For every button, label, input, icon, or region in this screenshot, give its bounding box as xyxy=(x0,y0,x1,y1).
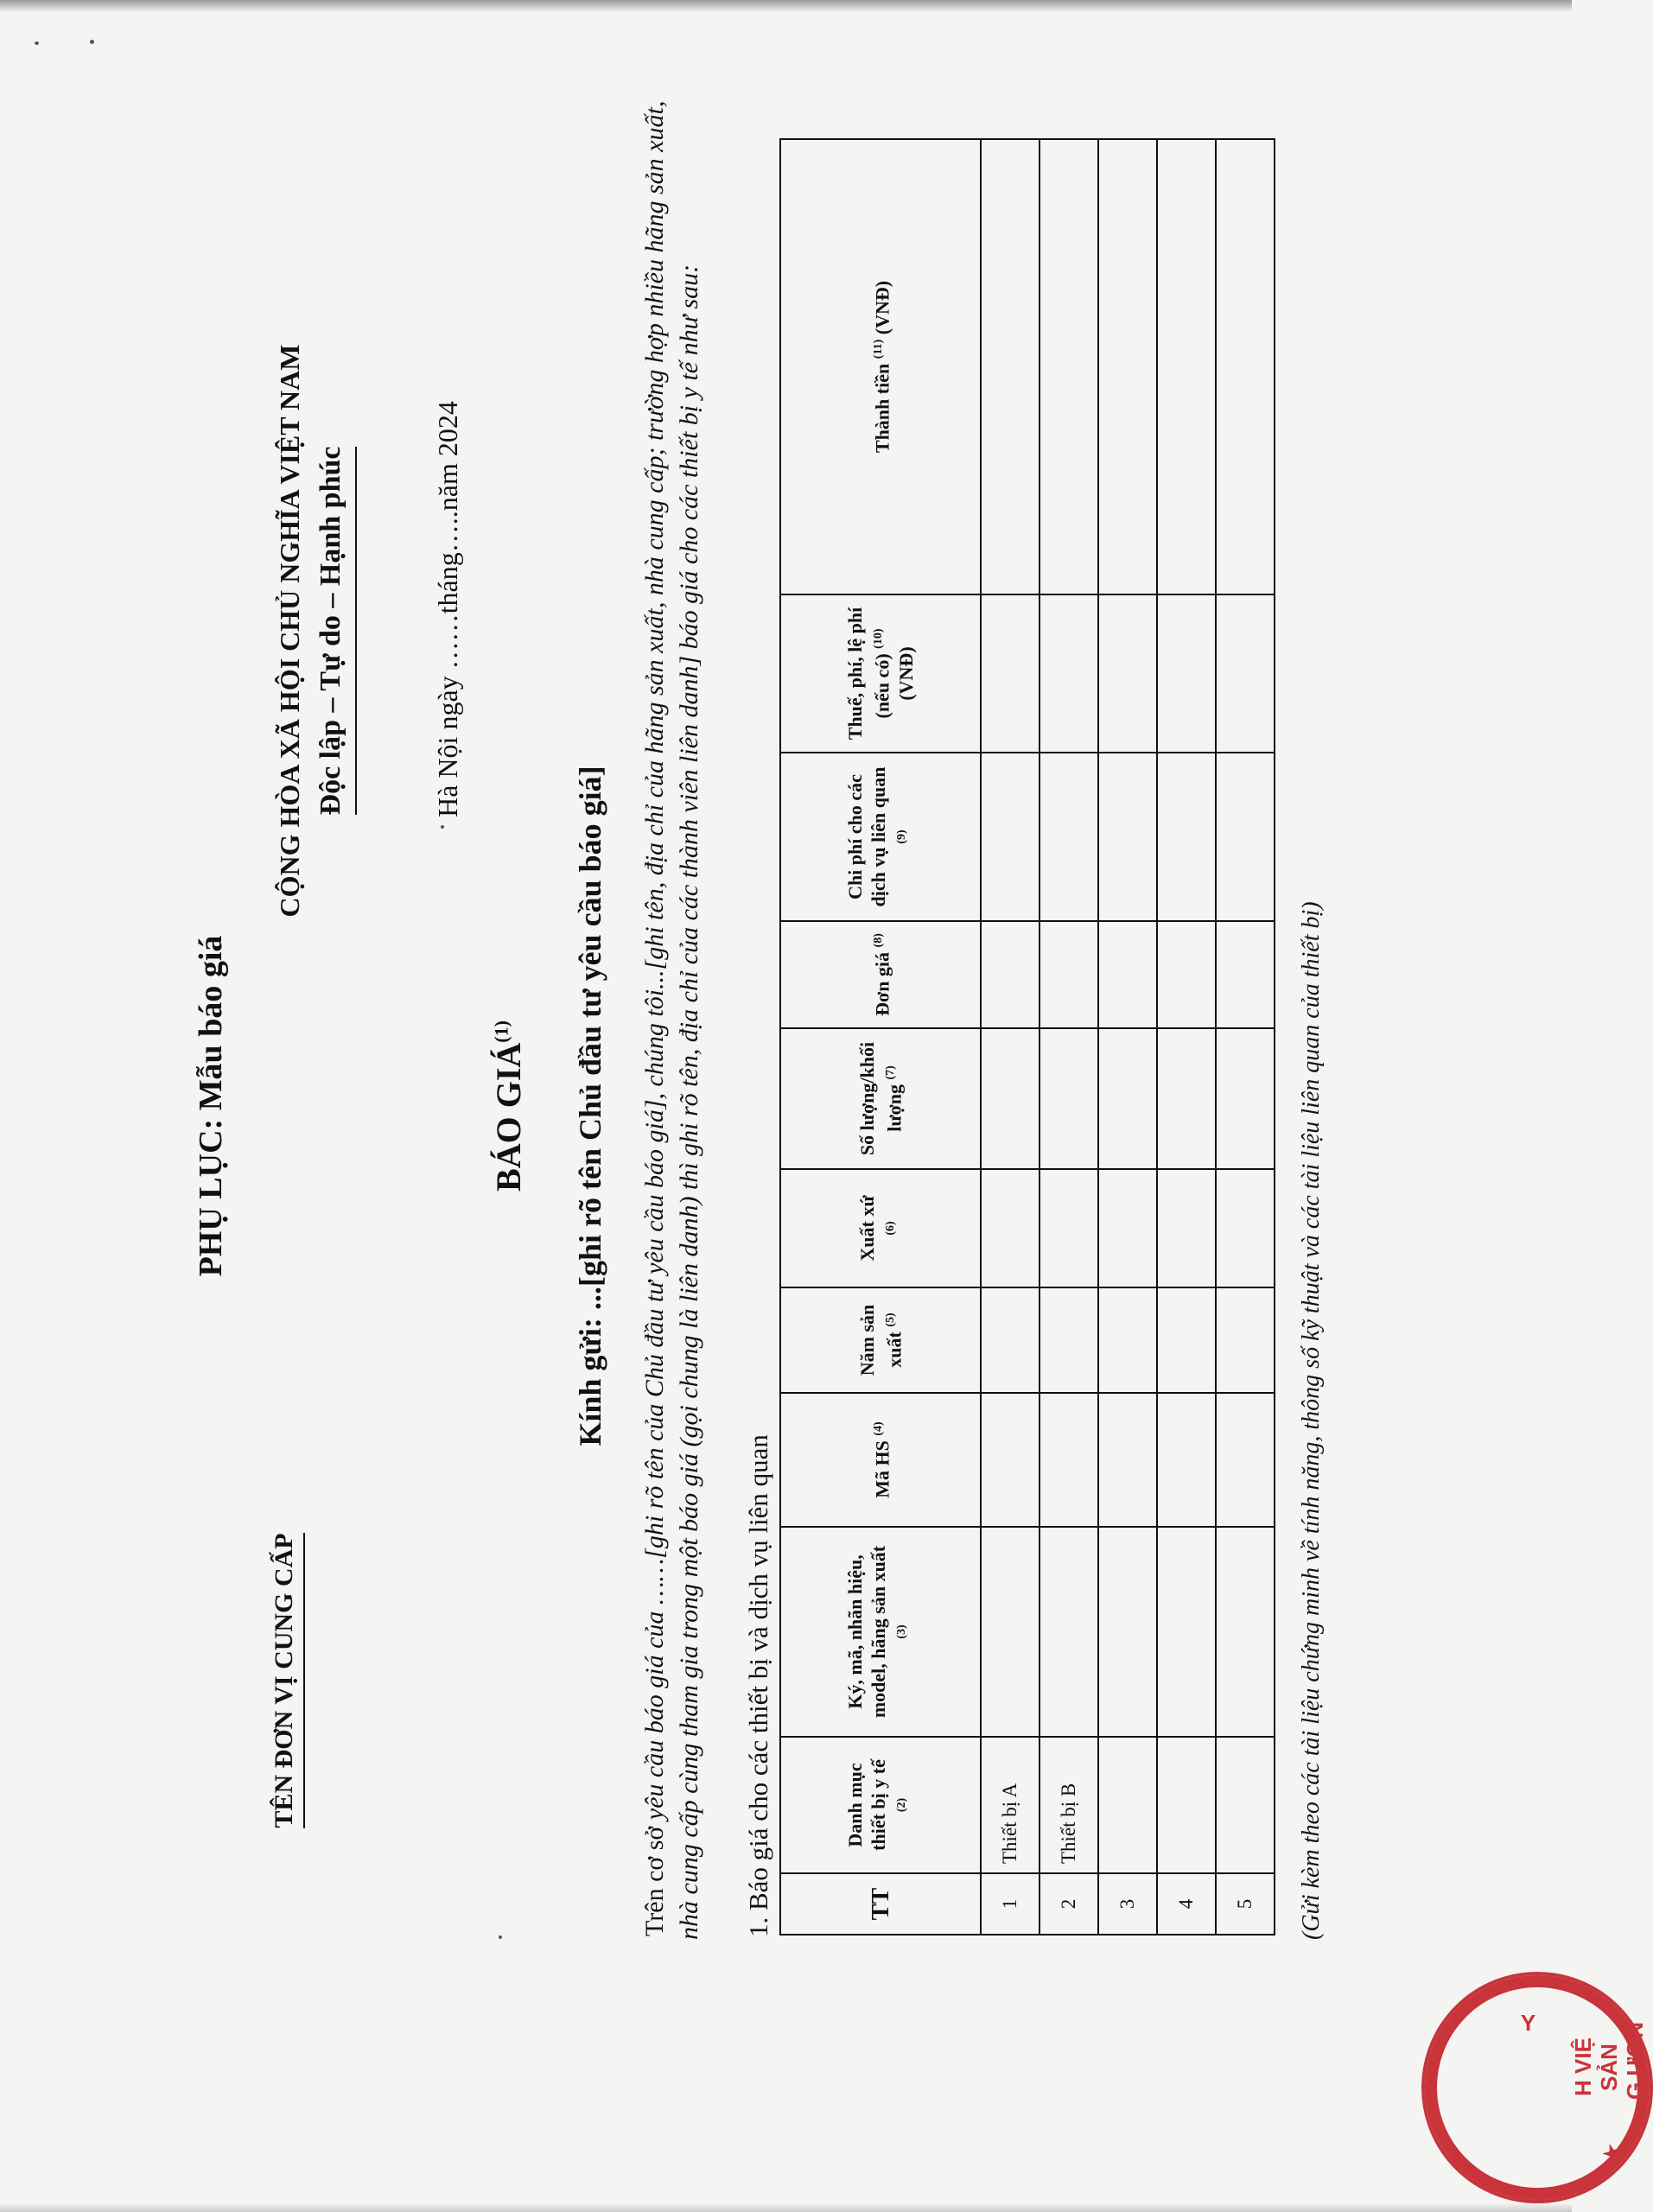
supplier-label-text: TÊN ĐƠN VỊ CUNG CẤP xyxy=(270,1533,305,1827)
stamp-text-4: G ƯƠN xyxy=(1622,2022,1648,2100)
stamp-seal xyxy=(1421,1972,1653,2203)
header-hs-code: Mã HS $^{(4)}$ xyxy=(780,1393,981,1527)
intro-plain: Trên cơ sở xyxy=(640,1820,669,1936)
row-number: 5 xyxy=(1216,1873,1275,1935)
header-unit-price: Đơn giá $^{(8)}$ xyxy=(780,921,981,1028)
scan-speck xyxy=(499,1936,502,1939)
star-icon: ★ xyxy=(1599,2142,1627,2165)
scan-speck xyxy=(35,41,39,45)
doc-title-note: (1) xyxy=(490,1020,512,1043)
row-item xyxy=(1098,1737,1157,1873)
annex-title: PHỤ LỤC: Mẫu báo giá xyxy=(193,935,229,1277)
header-origin: Xuất xứ $^{(6)}$ xyxy=(780,1169,981,1287)
header-service-cost: Chi phí cho các dịch vụ liên quan $^{(9)}$ xyxy=(780,753,981,921)
table-row xyxy=(1098,139,1157,1935)
section-heading: 1. Báo giá cho các thiết bị và dịch vụ liên quan xyxy=(743,1434,773,1937)
doc-title xyxy=(488,0,529,2212)
stamp-text-2: H VIỆ xyxy=(1570,2037,1596,2096)
row-number: 4 xyxy=(1157,1873,1216,1935)
doc-title-text: BÁO GIÁ xyxy=(489,1042,528,1192)
scan-speck xyxy=(441,825,444,829)
header-quantity: Số lượng/khối lượng $^{(7)}$ xyxy=(780,1028,981,1169)
row-number: 3 xyxy=(1098,1873,1157,1935)
motto-text: Độc lập – Tự do – Hạnh phúc xyxy=(315,447,357,816)
footnote: (Gửi kèm theo các tài liệu chứng minh về tính năng, thông số kỹ thuật và các tài liệu liên quan của thiết bị) xyxy=(1298,901,1325,1940)
national-title: CỘNG HÒA XÃ HỘI CHỦ NGHĨA VIỆT NAM xyxy=(274,344,305,918)
stamp-text-1: Y xyxy=(1520,2009,1536,2036)
row-item: Thiết bị A xyxy=(981,1737,1039,1873)
scan-edge-bottom xyxy=(0,2203,1572,2212)
date-line: Hà Nội ngày ……tháng…..năm 2024 xyxy=(432,401,463,817)
table-header-row xyxy=(780,139,981,1935)
table-row xyxy=(1039,139,1098,1935)
header-year: Năm sản xuất $^{(5)}$ xyxy=(780,1287,981,1393)
row-number: 1 xyxy=(981,1873,1039,1935)
header-item: Danh mục thiết bị y tế $^{(2)}$ xyxy=(780,1737,981,1873)
row-item xyxy=(1216,1737,1275,1873)
motto xyxy=(309,99,353,1162)
table-row xyxy=(1157,139,1216,1935)
table-row xyxy=(981,139,1039,1935)
header-total: Thành tiền $^{(11)}$ (VNĐ) xyxy=(780,139,981,594)
table-row xyxy=(1216,139,1275,1935)
recipient: Kính gửi: ...[ghi rõ tên Chủ đầu tư yêu cầu báo giá] xyxy=(573,766,607,1446)
header-model: Ký, mã, nhãn hiệu, model, hãng sản xuất $^{(3)}$ xyxy=(780,1527,981,1737)
intro-italic: yêu cầu báo giá của ……[ghi rõ tên của Chủ đầu tư yêu cầu báo giá], chúng tôi...[ghi tên, địa chỉ của hãng sản xuất, nhà cung cấp; trường hợp nhiều hãng sản xuất, nhà cung cấp cùng tham gia trong một báo giá (gọi chung là liên danh) thì ghi rõ tên, địa chỉ của các thành viên liên danh] báo giá cho các thiết bị y tế như sau: xyxy=(640,100,703,1940)
header-tt: TT xyxy=(780,1873,981,1935)
quote-table xyxy=(779,138,1275,1936)
intro-paragraph xyxy=(638,65,707,1940)
row-item xyxy=(1157,1737,1216,1873)
stamp-text-3: SẢN xyxy=(1596,2044,1622,2091)
scan-speck xyxy=(90,40,94,44)
header-tax: Thuế, phí, lệ phí (nếu có) $^{(10)}$ (VNĐ) xyxy=(780,594,981,753)
national-header xyxy=(270,99,353,1162)
supplier-label xyxy=(270,1300,299,2061)
row-number: 2 xyxy=(1039,1873,1098,1935)
row-item: Thiết bị B xyxy=(1039,1737,1098,1873)
